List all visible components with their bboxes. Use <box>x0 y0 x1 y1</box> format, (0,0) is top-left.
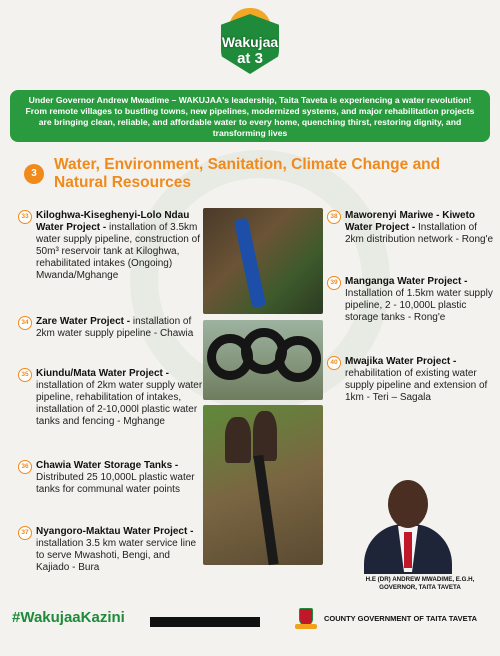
project-title: Chawia Water Storage Tanks - <box>36 460 179 471</box>
project-number: 36 <box>18 460 32 474</box>
footer-bar <box>150 617 260 627</box>
intro-banner: Under Governor Andrew Mwadime – WAKUJAA's leadership, Taita Taveta is experiencing a water revolution! From remote villages to bustling towns, new pipelines, modernized systems, and major rehabilitation projects are bringing clean, reliable, and affordable water to every home, quenching thirst, restoring dignity, and transforming lives <box>10 90 490 142</box>
project-title: Maworenyi Mariwe - Kiweto Water Project - <box>345 210 476 233</box>
project-desc: Distributed 25 10,000L plastic water tanks for communal water points <box>36 472 195 495</box>
section-title: Water, Environment, Sanitation, Climate Change and Natural Resources <box>54 156 441 191</box>
project-title: Kiloghwa-Kiseghenyi-Lolo Ndau Water Project - <box>36 210 190 233</box>
project-number: 34 <box>18 316 32 330</box>
coat-of-arms-icon <box>295 606 317 630</box>
project-desc: Installation of 2km distribution network - Rong'e <box>345 222 494 245</box>
governor-portrait <box>360 474 456 574</box>
black-pipe-shape <box>253 455 278 565</box>
project-desc: installation of 2km water supply pipeline - Chawia <box>36 316 194 339</box>
project-desc: installation of 3.5km water supply pipeline, construction of 50m³ reservoir tank at Kiloghwa, rehabilitated intakes (Ongoing) Mwanda/Mghange <box>36 222 200 281</box>
project-number: 35 <box>18 368 32 382</box>
logo-at: at 3 <box>237 50 263 67</box>
hashtag: #WakujaaKazini <box>12 609 125 626</box>
caption-line2: GOVERNOR, TAITA TAVETA <box>379 584 461 591</box>
project-title: Mwajika Water Project - <box>345 356 457 367</box>
workers-photo <box>203 405 323 565</box>
project-title: Manganga Water Project - <box>345 276 468 287</box>
caption-line1: H.E (DR) ANDREW MWADIME, E.G.H, <box>365 576 475 583</box>
logo-word: Wakujaa <box>221 34 279 50</box>
county-name: COUNTY GOVERNMENT OF TAITA TAVETA <box>324 614 478 623</box>
worker-figure <box>225 417 251 463</box>
wakujaa-logo <box>207 8 293 78</box>
project-number: 40 <box>327 356 341 370</box>
head-shape <box>388 480 428 528</box>
worker-figure <box>253 411 277 461</box>
pipeline-photo <box>203 208 323 314</box>
section-number: 3 <box>24 164 44 184</box>
coat-base-shape <box>295 624 317 629</box>
project-desc: Installation of 1.5km water supply pipeline, 2 - 10,000L plastic storage tanks - Rong'e <box>345 288 493 323</box>
project-title: Zare Water Project - <box>36 316 133 327</box>
tie-shape <box>404 532 412 568</box>
project-title: Nyangoro-Maktau Water Project - <box>36 526 194 537</box>
pipe-coils-photo <box>203 320 323 400</box>
project-desc: rehabilitation of existing water supply pipeline and extension of 1km - Teri – Sagala <box>345 368 488 403</box>
project-number: 38 <box>327 210 341 224</box>
project-desc: installation of 2km water supply water pipeline, rehabilitation of intakes, installation of 2-10,000l plastic water tanks and fencing - Mghange <box>36 380 203 427</box>
project-desc: installation 3.5 km water service line to serve Mwashoti, Bengi, and Kajiado - Bura <box>36 538 197 573</box>
project-title: Kiundu/Mata Water Project - <box>36 368 169 379</box>
blue-pipe-shape <box>234 218 266 309</box>
project-number: 33 <box>18 210 32 224</box>
project-number: 39 <box>327 276 341 290</box>
portrait-caption <box>355 576 485 592</box>
project-number: 37 <box>18 526 32 540</box>
pipe-coil-shape <box>275 336 321 382</box>
